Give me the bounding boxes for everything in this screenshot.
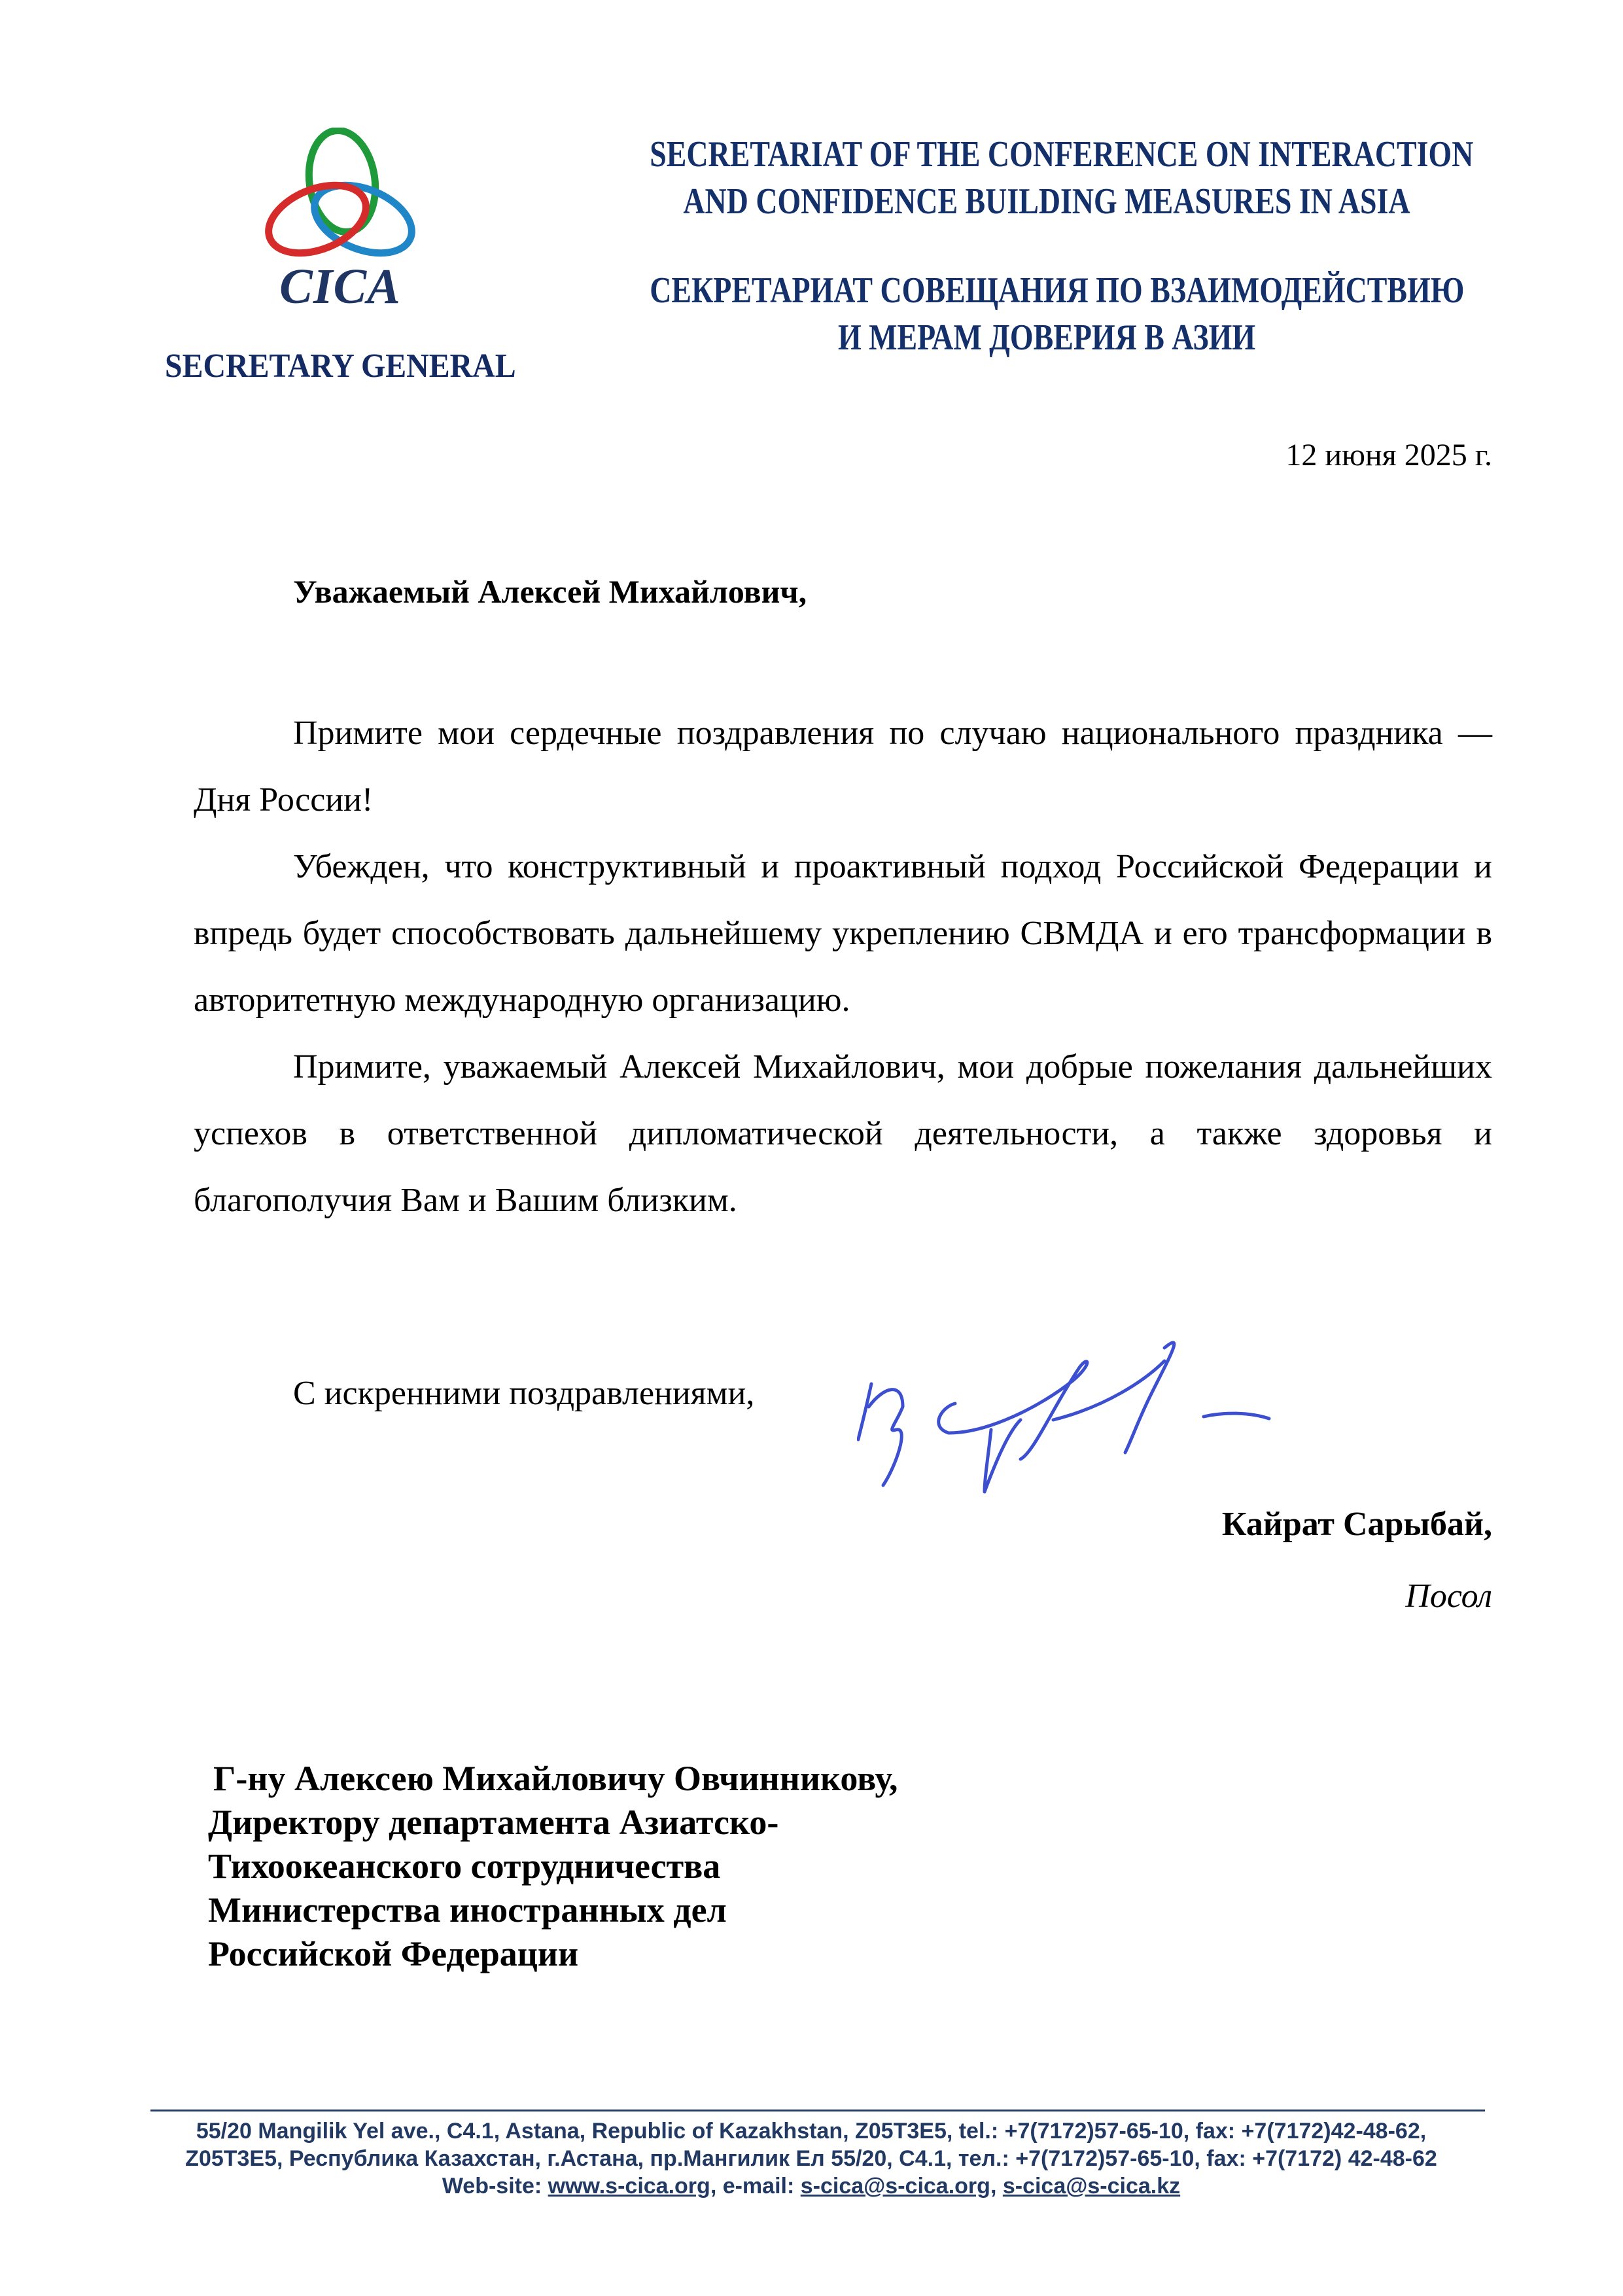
email-link-org[interactable]: s-cica@s-cica.org: [800, 2174, 990, 2199]
header-ru-line: СЕКРЕТАРИАТ СОВЕЩАНИЯ ПО ВЗАИМОДЕЙСТВИЮ: [650, 270, 1465, 311]
header-ru-line: И МЕРАМ ДОВЕРИЯ В АЗИИ: [837, 317, 1256, 358]
website-label: Web-site:: [442, 2174, 548, 2199]
email-label: , e-mail:: [710, 2174, 801, 2199]
logo-wordmark: CICA: [279, 259, 401, 314]
footer-address-en: 55/20 Mangilik Yel ave., C4.1, Astana, Republic of Kazakhstan, Z05T3E5, tel.: +7(7172)57-65-10, fax: +7(7172)42-48-62,: [196, 2119, 1427, 2144]
email-link-kz[interactable]: s-cica@s-cica.kz: [1002, 2174, 1181, 2199]
addressee-line: Министерства иностранных дел: [208, 1890, 727, 1930]
addressee-line: Директору департамента Азиатско-: [208, 1803, 779, 1842]
footer-divider: [150, 2110, 1485, 2111]
closing-phrase: С искренними поздравлениями,: [293, 1375, 755, 1412]
header-en-line: SECRETARIAT OF THE CONFERENCE ON INTERACTION: [650, 134, 1474, 175]
header-title-english: [650, 131, 1474, 225]
cica-logo-knot-icon: [265, 128, 415, 258]
footer-address-ru: Z05T3E5, Республика Казахстан, г.Астана, пр.Мангилик Ел 55/20, С4.1, тел.: +7(7172)57-65-10, fax: +7(7172) 42-48-62: [185, 2146, 1437, 2171]
secretary-general-label: SECRETARY GENERAL: [165, 347, 516, 385]
signer-name: Кайрат Сарыбай,: [1221, 1506, 1492, 1543]
letter-date: 12 июня 2025 г.: [1285, 438, 1492, 472]
body-paragraph: Примите, уважаемый Алексей Михайлович, мои добрые пожелания дальнейших успехов в ответственной дипломатической деятельности, а также здоровья и благополучия Вам и Вашим близким.: [194, 1048, 1492, 1219]
addressee-block: [208, 1757, 898, 1976]
handwritten-signature-icon: [857, 1335, 1341, 1511]
addressee-line: Тихоокеанского сотрудничества: [208, 1846, 721, 1886]
addressee-line: Г-ну Алексею Михайловичу Овчинникову,: [213, 1759, 898, 1798]
website-link[interactable]: www.s-cica.org: [548, 2174, 710, 2199]
letter-body: [194, 700, 1492, 1234]
salutation: Уважаемый Алексей Михайлович,: [293, 573, 807, 610]
header-en-line: AND CONFIDENCE BUILDING MEASURES IN ASIA: [683, 181, 1410, 222]
addressee-line: Российской Федерации: [208, 1934, 579, 1973]
body-paragraph: Убежден, что конструктивный и проактивный подход Российской Федерации и впредь будет способствовать дальнейшему укреплению СВМДА и его трансформации в авторитетную международную организацию.: [194, 848, 1492, 1019]
footer-web-line: [79, 2172, 1544, 2200]
body-paragraph: Примите мои сердечные поздравления по случаю национального праздника — Дня России!: [194, 715, 1492, 819]
header-title-russian: [650, 267, 1465, 361]
footer-contacts: [79, 2117, 1544, 2200]
email-separator: ,: [990, 2174, 1003, 2199]
signer-title: Посол: [1405, 1578, 1492, 1615]
